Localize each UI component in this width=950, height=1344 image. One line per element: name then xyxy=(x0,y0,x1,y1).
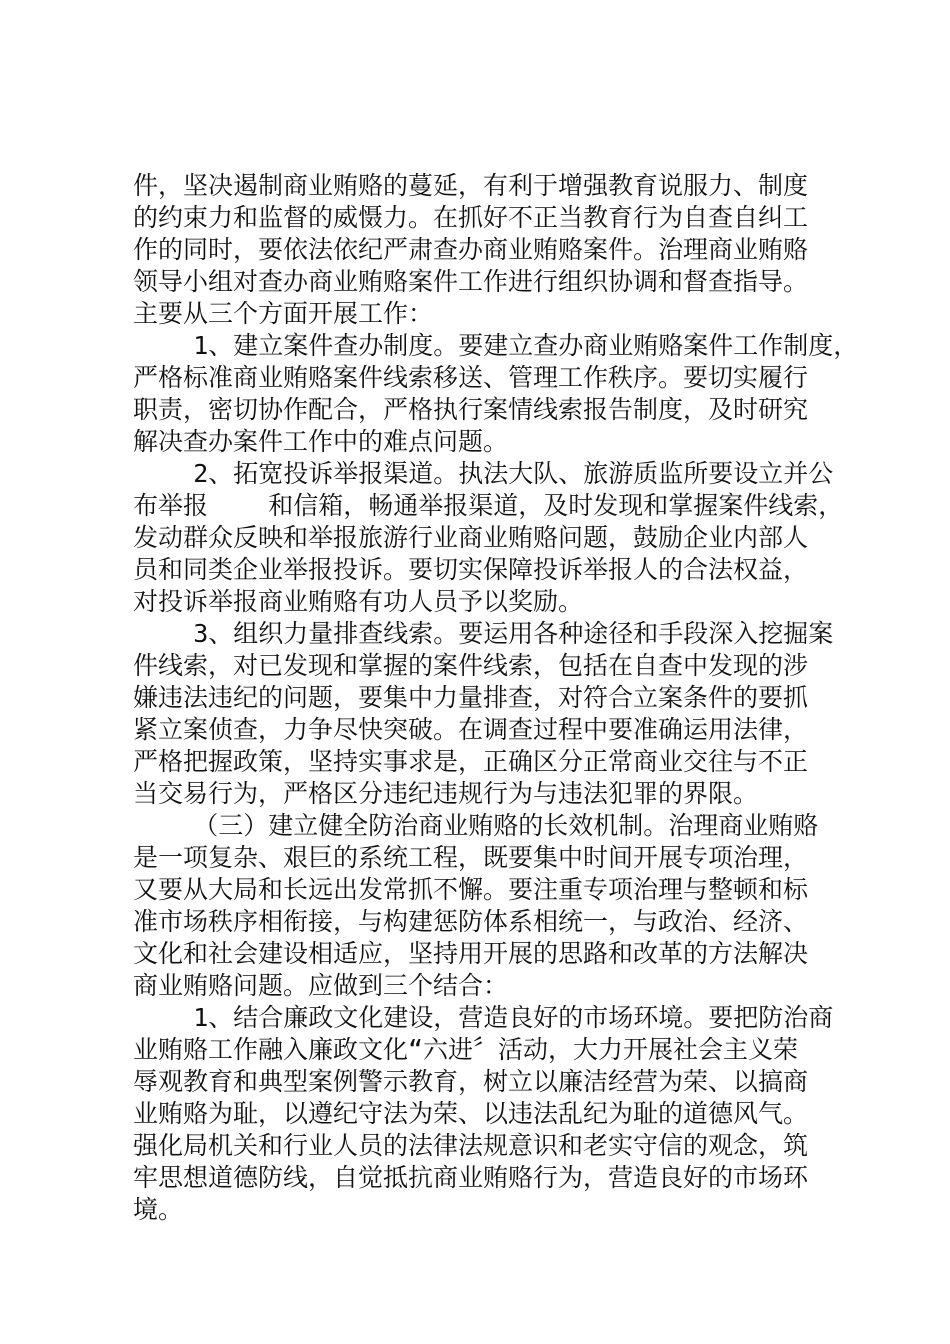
text-line: 业贿赂为耻，以遵纪守法为荣、以违法乱纪为耻的道德风气。 xyxy=(133,1099,809,1128)
text-line: 领导小组对查办商业贿赂案件工作进行组织协调和督查指导。 xyxy=(133,267,809,296)
text-line: 文化和社会建设相适应，坚持用开展的思路和改革的方法解决 xyxy=(133,939,809,968)
text-line: 嫌违法违纪的问题，要集中力量排查，对符合立案条件的要抓 xyxy=(133,683,809,712)
text-line: 境。 xyxy=(133,1195,184,1224)
text-line: 件线索，对已发现和掌握的案件线索，包括在自查中发现的涉 xyxy=(133,651,809,680)
text-line: 严格标准商业贿赂案件线索移送、管理工作秩序。要切实履行 xyxy=(133,363,809,392)
text-line: 准市场秩序相衔接，与构建惩防体系相统一，与政治、经济、 xyxy=(133,907,809,936)
text-line: 解决查办案件工作中的难点问题。 xyxy=(133,427,509,456)
text-line: 辱观教育和典型案例警示教育，树立以廉洁经营为荣、以搞商 xyxy=(133,1067,809,1096)
text-line: （三）建立健全防治商业贿赂的长效机制。治理商业贿赂 xyxy=(133,811,819,840)
text-line: 3、组织力量排查线索。要运用各种途径和手段深入挖掘案 xyxy=(133,619,834,648)
text-line: 强化局机关和行业人员的法律法规意识和老实守信的观念，筑 xyxy=(133,1131,809,1160)
text-line: 主要从三个方面开展工作： xyxy=(133,299,434,328)
text-line: 当交易行为，严格区分违纪违规行为与违法犯罪的界限。 xyxy=(133,779,759,808)
text-line: 1、建立案件查办制度。要建立查办商业贿赂案件工作制度， xyxy=(133,331,859,360)
text-line: 严格把握政策，坚持实事求是，正确区分正常商业交往与不正 xyxy=(133,747,809,776)
text-line: 1、结合廉政文化建设，营造良好的市场环境。要把防治商 xyxy=(133,1003,834,1032)
text-line: 的约束力和监督的威慑力。在抓好不正当教育行为自查自纠工 xyxy=(133,203,809,232)
text-line: 是一项复杂、艰巨的系统工程，既要集中时间开展专项治理， xyxy=(133,843,809,872)
text-line: 件，坚决遏制商业贿赂的蔓延，有利于增强教育说服力、制度 xyxy=(133,171,809,200)
text-line: 员和同类企业举报投诉。要切实保障投诉举报人的合法权益， xyxy=(133,555,809,584)
text-line: 紧立案侦查，力争尽快突破。在调查过程中要准确运用法律， xyxy=(133,715,809,744)
text-line: 对投诉举报商业贿赂有功人员予以奖励。 xyxy=(133,587,584,616)
text-line: 布举报 和信箱，畅通举报渠道，及时发现和掌握案件线索， xyxy=(133,491,844,520)
text-line: 牢思想道德防线，自觉抵抗商业贿赂行为，营造良好的市场环 xyxy=(133,1163,809,1192)
text-line: 2、拓宽投诉举报渠道。执法大队、旅游质监所要设立并公 xyxy=(133,459,834,488)
document-body xyxy=(133,170,859,1226)
text-line: 发动群众反映和举报旅游行业商业贿赂问题，鼓励企业内部人 xyxy=(133,523,809,552)
text-line: 业贿赂工作融入廉政文化“六进〞活动，大力开展社会主义荣 xyxy=(133,1035,799,1064)
text-line: 又要从大局和长远出发常抓不懈。要注重专项治理与整顿和标 xyxy=(133,875,809,904)
text-line: 商业贿赂问题。应做到三个结合： xyxy=(133,971,509,1000)
text-line: 作的同时，要依法依纪严肃查办商业贿赂案件。治理商业贿赂 xyxy=(133,235,809,264)
text-line: 职责，密切协作配合，严格执行案情线索报告制度，及时研究 xyxy=(133,395,809,424)
